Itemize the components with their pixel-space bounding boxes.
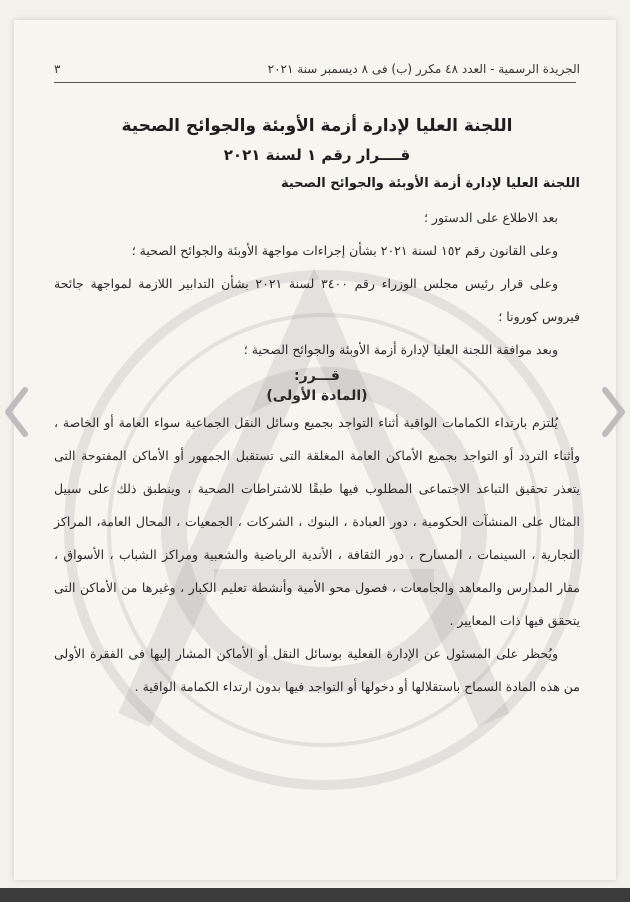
previous-page-button[interactable]	[0, 382, 32, 442]
document-page	[14, 20, 616, 880]
decision-number: قــــرار رقم ١ لسنة ٢٠٢١	[223, 146, 411, 164]
preamble-paragraph: وعلى قرار رئيس مجلس الوزراء رقم ٣٤٠٠ لسنة ٢٠٢١ بشأن التدابير اللازمة لمواجهة جائحة فيروس كورونا ؛	[54, 276, 580, 324]
document-content	[54, 62, 580, 703]
publication-info: الجريدة الرسمية - العدد ٤٨ مكرر (ب) فى ٨ ديسمبر سنة ٢٠٢١	[267, 62, 580, 76]
preamble-paragraph: بعد الاطلاع على الدستور ؛	[423, 210, 558, 225]
chevron-left-icon	[3, 386, 29, 438]
bottom-bar	[0, 888, 630, 902]
page-header	[54, 62, 580, 76]
preamble-paragraph: وعلى القانون رقم ١٥٢ لسنة ٢٠٢١ بشأن إجراءات مواجهة الأوبئة والجوائح الصحية ؛	[131, 243, 558, 258]
page-number: ٣	[54, 62, 61, 76]
decision-heading: قـــرر:	[294, 368, 340, 384]
document-title: اللجنة العليا لإدارة أزمة الأوبئة والجوائح الصحية	[121, 116, 513, 136]
committee-name: اللجنة العليا لإدارة أزمة الأوبئة والجوائح الصحية	[280, 176, 580, 191]
chevron-right-icon	[601, 386, 627, 438]
article-paragraph: ويُحظر على المسئول عن الإدارة الفعلية بوسائل النقل أو الأماكن المشار إليها فى الفقرة الأولى من هذه المادة السماح باستقلالها أو دخولها أو التواجد فيها بدون ارتداء الكمامة الواقية .	[54, 646, 580, 694]
next-page-button[interactable]	[598, 382, 630, 442]
article-paragraph: يُلتزم بارتداء الكمامات الواقية أثناء التواجد بجميع وسائل النقل الجماعية سواء العامة أو الخاصة ، وأثناء التردد أو التواجد بجميع الأماكن العامة المغلقة التى تستقبل الجمهور أو الأماكن المفتوحة التى يتعذر تحقيق التباعد الاجتماعى المطلوب فيها طبقًا للاشتراطات الصحية ، وينطبق ذلك على سبيل المثال على المنشآت الحكومية ، دور العبادة ، البنوك ، الشركات ، الجمعيات ، المحال العامة، المراكز التجارية ، السينمات ، المسارح ، دور الثقافة ، الأندية الرياضية والشعبية ومراكز الشباب ، الأسواق ، مقار المدارس والمعاهد والجامعات ، فصول محو الأمية وأنشطة تعليم الكبار ، وغيرها من الأماكن التى يتحقق فيها ذات المعايير .	[54, 415, 580, 628]
preamble-paragraph: وبعد موافقة اللجنة العليا لإدارة أزمة الأوبئة والجوائح الصحية ؛	[243, 342, 558, 357]
article-heading: (المادة الأولى)	[266, 388, 368, 404]
